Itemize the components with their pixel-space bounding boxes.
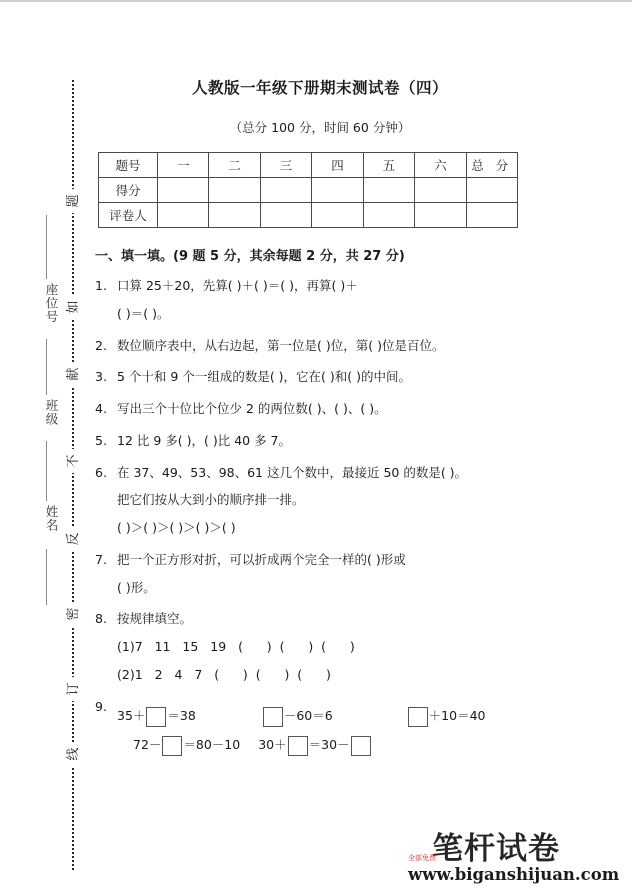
answer-box[interactable] — [263, 707, 283, 727]
watermark — [408, 832, 618, 884]
equation-text: 72－ — [133, 737, 162, 753]
grader-cell[interactable] — [209, 203, 260, 228]
score-row-label-grader: 评卷人 — [99, 203, 158, 228]
score-table-col-3: 三 — [260, 153, 311, 178]
question-3 — [95, 368, 545, 387]
seal-char: 不 — [65, 449, 83, 473]
subitem-label: (1) — [117, 639, 135, 654]
question-text: 写出三个十位比个位少 2 的两位数( )、( )、( )。 — [117, 401, 387, 416]
score-cell[interactable] — [363, 178, 414, 203]
question-number: 7. — [95, 551, 107, 567]
score-table-col-1: 一 — [158, 153, 209, 178]
question-9 — [95, 698, 545, 756]
equation-row-1 — [117, 707, 545, 727]
question-2 — [95, 337, 545, 356]
question-answer-line[interactable]: ( )＞( )＞( )＞( )＞( ) — [117, 520, 236, 535]
question-text: 在 37、49、53、98、61 这几个数中，最接近 50 的数是( )。 — [117, 464, 468, 480]
student-info-fields — [34, 215, 60, 635]
question-8-subitem-1 — [117, 638, 545, 657]
field-rule — [46, 215, 47, 279]
answer-box[interactable] — [351, 736, 371, 756]
watermark-free-tag: 全部免费 — [408, 854, 436, 862]
seal-char: 如 — [65, 295, 83, 319]
question-text: 数位顺序表中，从右边起，第一位是( )位，第( )位是百位。 — [117, 337, 445, 353]
seal-char: 线 — [65, 742, 83, 766]
equation-text: ＝80－10 — [183, 737, 241, 753]
exam-content — [95, 76, 545, 756]
question-6 — [95, 464, 545, 538]
score-cell[interactable] — [158, 178, 209, 203]
score-cell[interactable] — [209, 178, 260, 203]
equation-text: －60＝6 — [283, 708, 333, 724]
field-label-name[interactable]: 姓名 — [44, 505, 59, 532]
section-heading-fill-in: 一、填一填。(9 题 5 分，其余每题 2 分，共 27 分) — [95, 249, 405, 264]
grader-cell[interactable] — [363, 203, 414, 228]
question-1 — [95, 277, 545, 324]
subitem-sequence[interactable]: 1 2 4 7 ( ) ( ) ( ) — [134, 666, 331, 682]
question-number: 1. — [95, 278, 107, 293]
page-top-rule — [0, 0, 632, 2]
question-text-cont: ( )形。 — [117, 579, 156, 595]
table-row-header — [99, 153, 518, 178]
score-table-col-2: 二 — [209, 153, 260, 178]
seal-char: 订 — [65, 677, 83, 701]
seal-char: 献 — [65, 362, 83, 386]
question-4 — [95, 400, 545, 419]
field-label-class[interactable]: 班级 — [44, 399, 59, 426]
score-row-label-score: 得分 — [99, 178, 158, 203]
subitem-sequence[interactable]: 7 11 15 19 ( ) ( ) ( ) — [134, 639, 355, 654]
field-rule — [46, 549, 47, 605]
equation-text: ＝38 — [167, 708, 196, 724]
score-table-col-0: 题号 — [99, 153, 158, 178]
score-table-col-5: 五 — [363, 153, 414, 178]
question-text: 5 个十和 9 个一组成的数是( )，它在( )和( )的中间。 — [117, 369, 412, 385]
field-label-seat-number[interactable]: 座位号 — [44, 283, 59, 324]
question-7 — [95, 551, 545, 598]
question-number: 9. — [95, 698, 107, 714]
seal-char: 密 — [65, 602, 83, 626]
question-number: 2. — [95, 337, 107, 353]
answer-box[interactable] — [162, 736, 182, 756]
grader-cell[interactable] — [466, 203, 517, 228]
question-text-cont: 把它们按从大到小的顺序排一排。 — [117, 492, 305, 508]
score-cell[interactable] — [466, 178, 517, 203]
equation-text: 30＋ — [258, 737, 287, 753]
score-table-col-4: 四 — [312, 153, 363, 178]
score-cell[interactable] — [260, 178, 311, 203]
grader-cell[interactable] — [260, 203, 311, 228]
equation-text: ＝30－ — [308, 737, 350, 753]
equation-text: 35＋ — [117, 708, 146, 724]
question-number: 5. — [95, 432, 107, 448]
watermark-brand: 笔杆试卷 — [432, 831, 560, 867]
question-text: 把一个正方形对折，可以折成两个完全一样的( )形或 — [117, 551, 406, 567]
score-table-col-7: 总 分 — [466, 153, 517, 178]
table-row — [99, 203, 518, 228]
answer-box[interactable] — [146, 707, 166, 727]
question-8-subitem-2 — [117, 666, 545, 685]
score-cell[interactable] — [312, 178, 363, 203]
grader-cell[interactable] — [415, 203, 466, 228]
question-5 — [95, 432, 545, 451]
watermark-url: www.biganshijuan.com — [408, 865, 620, 884]
score-table — [98, 152, 518, 228]
question-number: 4. — [95, 401, 107, 416]
subitem-label: (2) — [117, 666, 135, 682]
answer-box[interactable] — [288, 736, 308, 756]
table-row — [99, 178, 518, 203]
equation-text: ＋10＝40 — [428, 708, 486, 724]
question-number: 8. — [95, 611, 107, 627]
question-number: 6. — [95, 464, 107, 480]
field-rule — [46, 441, 47, 501]
equation-row-2 — [117, 736, 545, 756]
grader-cell[interactable] — [312, 203, 363, 228]
sealing-characters — [62, 80, 86, 870]
page-title: 人教版一年级下册期末测试卷（四） — [191, 79, 448, 97]
question-text-cont: ( )＝( )。 — [117, 305, 170, 321]
score-table-col-6: 六 — [415, 153, 466, 178]
question-text: 口算 25＋20，先算( )＋( )＝( )，再算( )＋ — [117, 278, 358, 293]
field-rule — [46, 339, 47, 395]
score-cell[interactable] — [415, 178, 466, 203]
seal-char: 反 — [65, 527, 83, 551]
page-subtitle: （总分 100 分，时间 60 分钟） — [229, 120, 411, 135]
answer-box[interactable] — [408, 707, 428, 727]
question-number: 3. — [95, 369, 107, 385]
question-text: 按规律填空。 — [117, 611, 193, 627]
grader-cell[interactable] — [158, 203, 209, 228]
question-8 — [95, 610, 545, 684]
seal-char: 题 — [65, 189, 83, 213]
question-text: 12 比 9 多( )，( )比 40 多 7。 — [117, 432, 292, 448]
